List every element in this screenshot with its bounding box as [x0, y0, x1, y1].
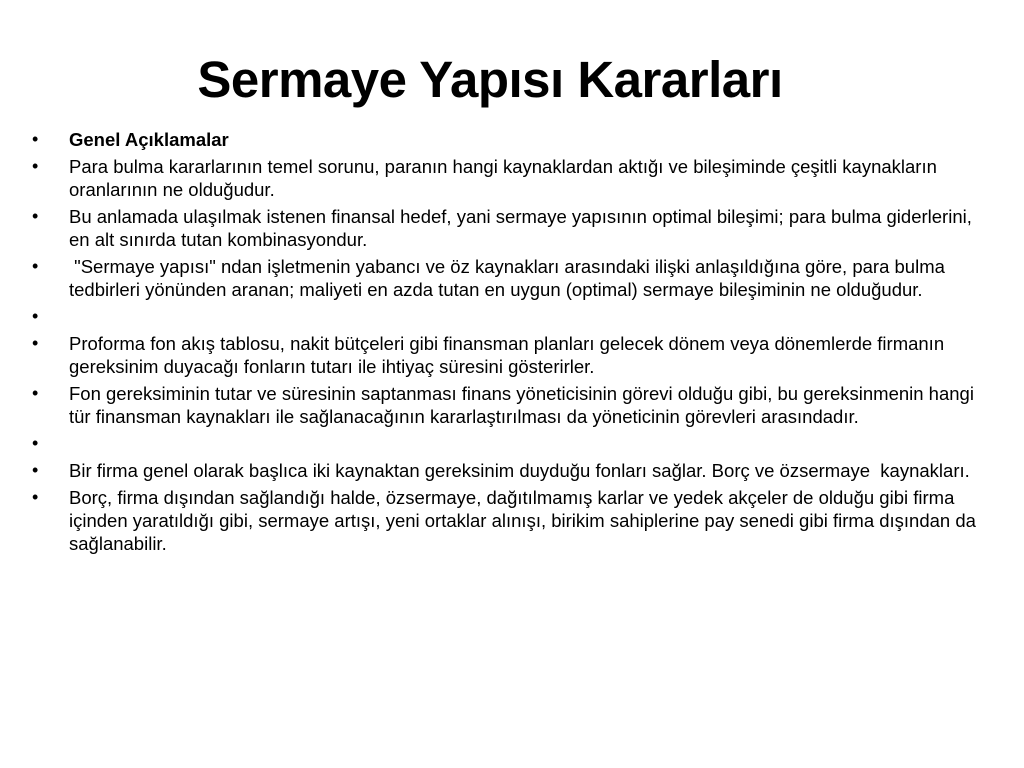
bullet-item-empty	[32, 432, 992, 455]
bullet-item	[32, 459, 992, 482]
bullet-text: "Sermaye yapısı" ndan işletmenin yabancı ve öz kaynakları arasındaki ilişki anlaşıldığına göre, para bulma tedbirleri yönünden aranan; maliyeti en azda tutan en uygun (optimal) sermaye bileşiminin ne olduğudur.	[69, 256, 951, 300]
slide-title: Sermaye Yapısı Kararları	[197, 51, 783, 108]
bullet-dot-icon: •	[32, 256, 39, 276]
bullet-dot-icon: •	[32, 129, 39, 149]
bullet-list	[32, 128, 992, 559]
bullet-dot-icon: •	[32, 383, 39, 403]
bullet-item	[32, 382, 992, 428]
bullet-item	[32, 205, 992, 251]
bullet-item	[32, 332, 992, 378]
bullet-text: Para bulma kararlarının temel sorunu, paranın hangi kaynaklardan aktığı ve bileşiminde çeşitli kaynakların oranlarının ne olduğudur.	[69, 156, 937, 200]
bullet-item	[32, 155, 992, 201]
bullet-item	[32, 486, 992, 555]
bullet-text: Proforma fon akış tablosu, nakit bütçeleri gibi finansman planları gelecek dönem veya dönemlerde firmanın gereksinim duyacağı fonların tutarı ile ihtiyaç süresini gösterirler.	[69, 333, 945, 377]
bullet-text: Bir firma genel olarak başlıca iki kaynaktan gereksinim duyduğu fonları sağlar. Borç ve özsermaye kaynakları.	[69, 460, 970, 481]
bullet-dot-icon: •	[32, 156, 39, 176]
bullet-dot-icon: •	[32, 206, 39, 226]
bullet-text: Borç, firma dışından sağlandığı halde, özsermaye, dağıtılmamış karlar ve yedek akçeler de olduğu gibi firma içinden yaratıldığı gibi, sermaye artışı, yeni ortaklar alınışı, birikim sahiplerine pay senedi gibi firma dışından da sağlanabilir.	[69, 487, 976, 554]
bullet-dot-icon: •	[32, 433, 39, 453]
bullet-item	[32, 255, 992, 301]
bullet-item	[32, 128, 992, 151]
bullet-item-empty	[32, 305, 992, 328]
bullet-text: Fon gereksiminin tutar ve süresinin saptanması finans yöneticisinin görevi olduğu gibi, bu gereksinmenin hangi tür finansman kaynakları ile sağlanacağının kararlaştırılması da yöneticinin görevleri arasındadır.	[69, 383, 974, 427]
bullet-dot-icon: •	[32, 306, 39, 326]
bullet-dot-icon: •	[32, 460, 39, 480]
bullet-text: Bu anlamada ulaşılmak istenen finansal hedef, yani sermaye yapısının optimal bileşimi; para bulma giderlerini, en alt sınırda tutan kombinasyondur.	[69, 206, 972, 250]
bullet-dot-icon: •	[32, 487, 39, 507]
bullet-dot-icon: •	[32, 333, 39, 353]
bullet-text-heading: Genel Açıklamalar	[69, 129, 229, 150]
